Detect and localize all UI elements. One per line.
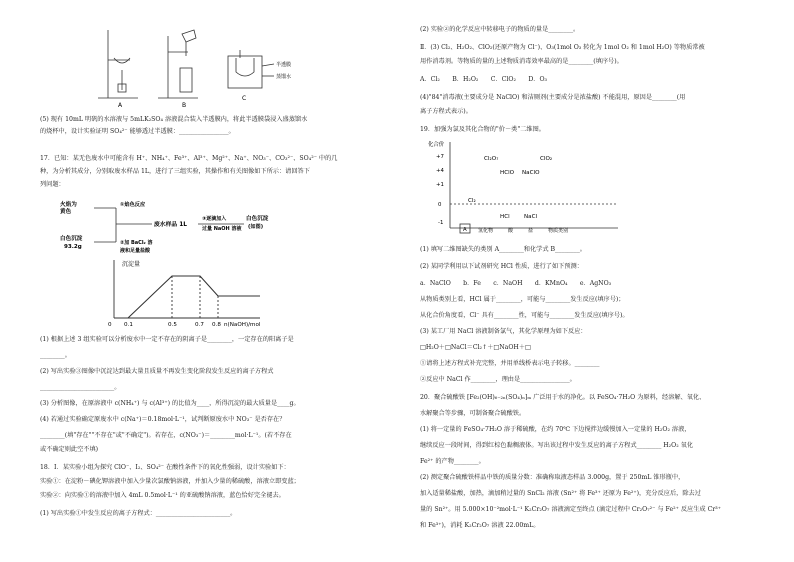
r-line-10: a．NaClO b．Fe c．NaOH d．KMnO₄ e．AgNO₃	[420, 280, 612, 287]
q17-2b: ________________________。	[40, 384, 121, 391]
text-l2: 的烧杯中，设计实验证明 SO₄²⁻ 能够透过半透膜：________________。	[40, 128, 235, 135]
chart-ylabel: 化合价	[428, 142, 445, 148]
apparatus-label-c: C	[242, 95, 247, 102]
precipitate-graph	[100, 256, 270, 328]
q17-1b: ________。	[40, 352, 71, 359]
graph-xlabel: n(NaOH)/mol	[224, 322, 261, 328]
r-line-18: 水解聚合等步骤，可制备聚合硫酸铁。	[420, 410, 526, 417]
q18-line-1: 18．Ⅰ．某实验小组为探究 ClO⁻、I₂、SO₄²⁻ 在酸性条件下的氧化性强弱，设计实验如下：	[40, 464, 290, 471]
flow-ppt3b: (如图)	[248, 224, 264, 230]
flow-ppt2a: 白色沉淀	[60, 236, 83, 242]
q17-4c: 或不确定则此空不填)	[40, 446, 99, 453]
flow-ppt3a: 白色沉淀	[246, 216, 269, 222]
r-line-15: ①请将上述方程式补充完整，并用单线桥表示电子转移。________	[420, 360, 600, 367]
r-line-11: 从物质类别上看，HCl 属于________，可能与________发生反应(填序号)；	[420, 296, 625, 303]
legend-water: 蒸馏水	[276, 74, 292, 80]
flow-step1: ①焰色反应	[120, 202, 146, 208]
flow-diagram	[60, 196, 290, 254]
apparatus-label-b: B	[182, 102, 187, 109]
chart-xcat-3: 盐	[528, 228, 534, 234]
chart-ytick-2: +4	[436, 168, 444, 174]
chart-ytick-4: 0	[438, 202, 442, 208]
chart-box-a: A	[463, 227, 467, 233]
flow-step2a: ②加 BaCl₂ 溶	[120, 240, 153, 246]
flow-step3b: 过量 NaOH 溶液	[202, 226, 242, 232]
r-line-19: (1) 将一定量的 FeSO₄·7H₂O 溶于稀硫酸，在约 70℃ 下边搅拌边缓慢加入一定量的 H₂O₂ 溶液，	[420, 426, 691, 433]
chart-ytick-1: +7	[436, 154, 444, 160]
q17-4b: ________(填"存在""不存在"或"不确定")。若存在，c(NO₃⁻)＝________mol·L⁻¹。(若不存在	[40, 432, 292, 439]
r-line-3: 用作消毒剂。等物质的量的上述物质消毒效率最高的是________(填序号)。	[420, 58, 623, 65]
q18-line-2: 实验①：在淀粉－碘化钾溶液中加入少量次氯酸钠溶液，并加入少量的稀硫酸，溶液立即变蓝；	[40, 478, 300, 485]
chart-species-clo2: ClO₂	[540, 156, 553, 162]
q18-line-3: 实验②：向实验①的溶液中加入 4mL 0.5mol·L⁻¹ 的亚硫酸钠溶液，蓝色恰好完全褪去。	[40, 492, 285, 499]
r-line-14: □H₂O＋□NaCl＝Cl₂↑＋□NaOH＋□	[420, 344, 531, 351]
r-line-20: 继续反应一段时间，得到红棕色黏稠液体。写出该过程中发生反应的离子方程式________ H₂O₂ 氧化	[420, 442, 694, 449]
apparatus-figure	[90, 28, 320, 110]
chart-species-cl2o7: Cl₂O₇	[484, 156, 499, 162]
q17-3: (3) 分析图像，在原溶液中 c(NH₄⁺) 与 c(Al³⁺) 的比值为____，所得沉淀的最大质量是____g。	[40, 400, 300, 407]
flow-sample: 废水样品 1L	[154, 222, 187, 228]
chart-species-naclo: NaClO	[522, 170, 540, 176]
graph-tick-4: 0.8	[212, 322, 221, 328]
r-line-22: (2) 测定聚合硫酸铁样品中铁的质量分数：准确称取液态样品 3.000g，置于 250mL 锥形瓶中，	[420, 474, 685, 481]
valence-class-chart	[428, 138, 628, 236]
flow-step3a: ③逐滴加入	[202, 216, 227, 222]
r-line-12: 从化合价角度看，Cl⁻ 具有________性，可能与________发生反应(填序号)。	[420, 312, 629, 319]
r-line-17: 20．聚合硫酸铁 [Fe₂(OH)₆₋₂ₙ(SO₄)ₙ]ₘ 广泛用于水的净化。以 FeSO₄·7H₂O 为原料，经溶解、氧化、	[420, 394, 706, 401]
chart-species-cl2: Cl₂	[468, 198, 476, 204]
graph-tick-3: 0.7	[195, 322, 204, 328]
chart-xcat-1: 氢化物	[478, 228, 494, 234]
r-line-7: 19．加强为氯及其化合物的"价－类"二维图。	[420, 126, 545, 133]
right-column	[420, 0, 780, 562]
graph-origin: 0	[108, 322, 112, 328]
q17-line-2: 种，为分析其成分，分别取废水样品 1L，进行了三组实验，其操作和有关图像如下所示：请回答下	[40, 168, 310, 175]
r-line-16: ②反应中 NaCl 作________，理由是________________。	[420, 376, 576, 383]
r-line-9: (2) 某同学利用以下试剂研究 HCl 性质，进行了如下预测：	[420, 263, 583, 270]
chart-ytick-5: -1	[438, 220, 444, 226]
r-line-24: 量的 Sn²⁺。用 5.000×10⁻²mol·L⁻¹ K₂Cr₂O₇ 溶液滴定至终点 (滴定过程中 Cr₂O₇²⁻ 与 Fe²⁺ 反应生成 Cr³⁺	[420, 506, 722, 513]
graph-tick-1: 0.1	[124, 322, 133, 328]
flow-step2b: 液和足量盐酸	[120, 248, 151, 254]
chart-xcat-2: 酸	[508, 228, 514, 234]
apparatus-b	[158, 30, 198, 98]
graph-ylabel: 沉淀量	[122, 261, 141, 268]
r-line-6: 离子方程式表示)。	[420, 108, 472, 115]
legend-membrane: 半透膜	[276, 62, 292, 68]
r-line-2: Ⅱ．(3) Cl₂、H₂O₂、ClO₂(还原产物为 Cl⁻)、O₃(1mol O₃ 转化为 1mol O₂ 和 1mol H₂O) 等物质常被	[420, 44, 705, 51]
r-line-4: A．Cl₂ B．H₂O₂ C．ClO₂ D．O₃	[420, 76, 548, 83]
r-line-8: (1) 填写二维图缺失的类别 A________和化学式 B________。	[420, 246, 586, 253]
r-line-25: 和 Fe³⁺)，消耗 K₂Cr₂O₇ 溶液 22.00mL。	[420, 522, 540, 529]
chart-xlabel: 物质类别	[548, 228, 569, 234]
q17-1a: (1) 根据上述 3 组实验可以分析废水中一定不存在的阴离子是________，一定存在的阳离子是	[40, 336, 294, 343]
q17-2a: (2) 写出实验③图像中沉淀达到最大量且质量不再发生变化阶段发生反应的离子方程式	[40, 368, 274, 375]
q17-4a: (4) 若通过实验确定原废水中 c(Na⁺)＝0.18mol·L⁻¹，试判断原废水中 NO₃⁻ 是否存在？	[40, 416, 286, 423]
text-l1: (5) 现有 10mL 明矾的水溶液与 5mLK₂SO₄ 溶液混合装入半透膜内，将此半透膜袋浸入盛蒸馏水	[40, 116, 308, 123]
r-line-21: Fe²⁺ 的产物________。	[420, 458, 485, 465]
apparatus-a	[98, 30, 138, 98]
r-line-23: 加入适量稀盐酸，加热，滴加稍过量的 SnCl₂ 溶液 (Sn²⁺ 将 Fe³⁺ 还原为 Fe²⁺)，充分反应后，除去过	[420, 490, 701, 497]
flow-yellow: 黄色	[60, 209, 72, 215]
chart-species-hcl: HCl	[500, 214, 510, 220]
chart-ytick-3: +1	[436, 182, 444, 188]
flow-flame: 火焰为	[60, 202, 77, 208]
r-line-1: (2) 实验②的化学反应中转移电子的物质的量是________。	[420, 26, 580, 33]
left-column	[40, 0, 400, 562]
q17-line-1: 17．已知：某无色废水中可能含有 H⁺、NH₄⁺、Fe³⁺、Al³⁺、Mg²⁺、Na⁺、NO₃⁻、CO₃²⁻、SO₄²⁻ 中的几	[40, 155, 338, 162]
apparatus-c	[228, 50, 274, 88]
r-line-13: (3) 某工厂用 NaCl 溶液制备氯气，其化学原理为如下反应：	[420, 328, 587, 335]
flow-ppt2b: 93.2g	[64, 244, 82, 250]
apparatus-label-a: A	[118, 102, 123, 109]
q17-line-3: 列问题：	[40, 181, 65, 188]
chart-species-hclo: HClO	[500, 170, 515, 176]
chart-species-nacl: NaCl	[524, 214, 538, 220]
q18-line-4: (1) 写出实验①中发生反应的离子方程式：________________________。	[40, 510, 237, 517]
r-line-5: (4)"84"消毒液(主要成分是 NaClO) 和洁厕剂(主要成分是浓盐酸) 不能混用，原因是________(用	[420, 94, 686, 101]
graph-tick-2: 0.5	[168, 322, 177, 328]
